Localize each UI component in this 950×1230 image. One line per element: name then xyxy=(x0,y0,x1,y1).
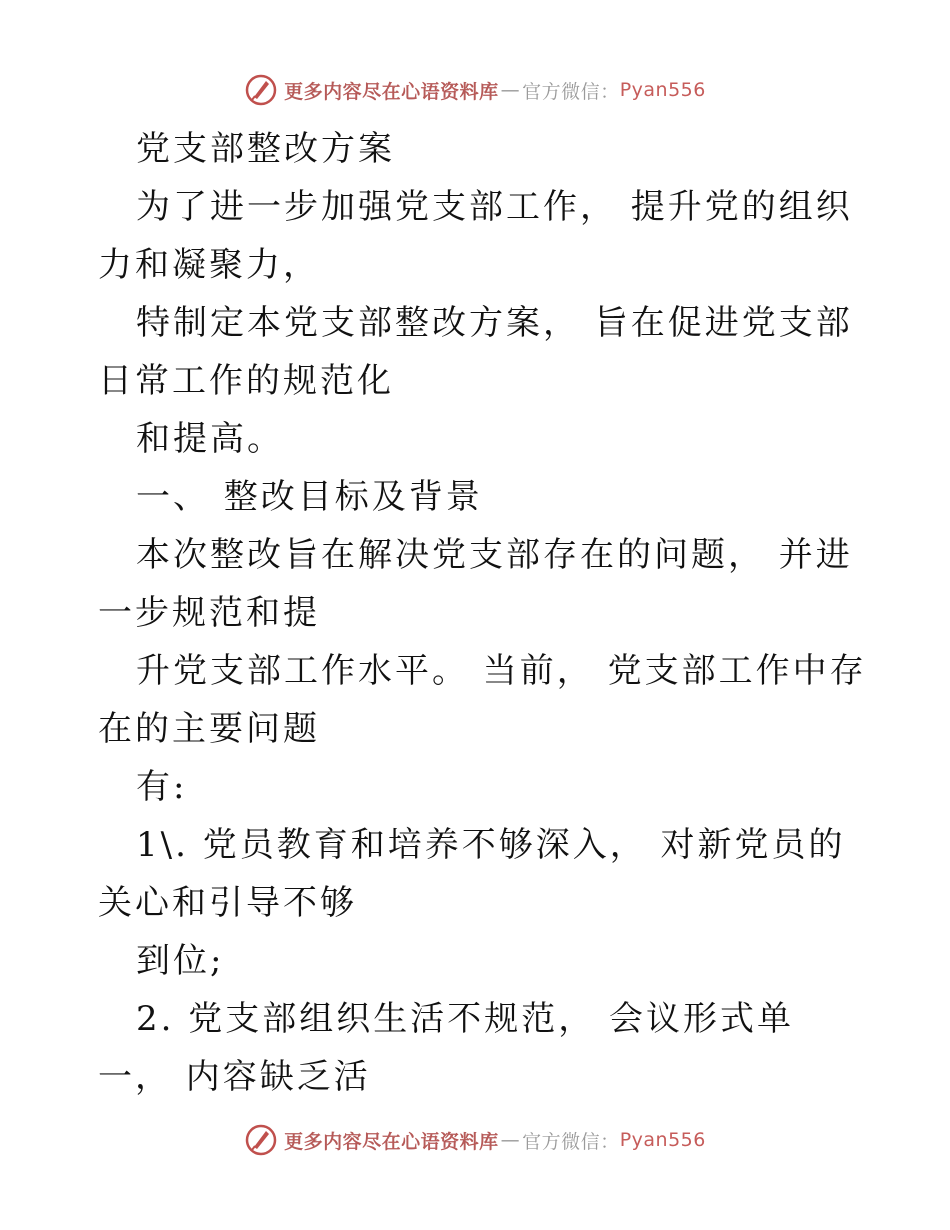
list-item: 1\. 党员教育和培养不够深入， 对新党员的关心和引导不够 xyxy=(98,825,846,923)
watermark-separator: — xyxy=(500,79,521,101)
paragraph: 特制定本党支部整改方案， 旨在促进党支部日常工作的规范化 xyxy=(98,303,853,401)
paragraph: 本次整改旨在解决党支部存在的问题， 并进一步规范和提 xyxy=(98,535,853,633)
watermark-wechat-label: 官方微信： xyxy=(522,80,620,103)
document-body xyxy=(98,120,868,1106)
watermark-wechat-label: 官方微信： xyxy=(522,1130,620,1153)
paragraph: 到位; xyxy=(136,941,225,981)
watermark-site-text: 更多内容尽在心语资料库 xyxy=(284,80,499,103)
quill-logo-icon xyxy=(244,1123,278,1157)
footer-watermark xyxy=(0,1120,950,1160)
header-watermark xyxy=(0,70,950,110)
document-title: 党支部整改方案 xyxy=(136,129,395,169)
watermark-separator: — xyxy=(500,1129,521,1151)
watermark-wechat-id: Pyan556 xyxy=(619,1129,706,1151)
list-item: 2. 党支部组织生活不规范， 会议形式单一， 内容缺乏活 xyxy=(98,999,795,1097)
section-heading: 一、 整改目标及背景 xyxy=(136,477,483,517)
paragraph: 升党支部工作水平。 当前， 党支部工作中存在的主要问题 xyxy=(98,651,867,749)
watermark-wechat-id: Pyan556 xyxy=(619,79,706,101)
paragraph: 有: xyxy=(136,767,188,807)
paragraph: 和提高。 xyxy=(136,419,284,459)
watermark-site-text: 更多内容尽在心语资料库 xyxy=(284,1130,499,1153)
paragraph: 为了进一步加强党支部工作， 提升党的组织力和凝聚力， xyxy=(98,187,853,285)
quill-logo-icon xyxy=(244,73,278,107)
